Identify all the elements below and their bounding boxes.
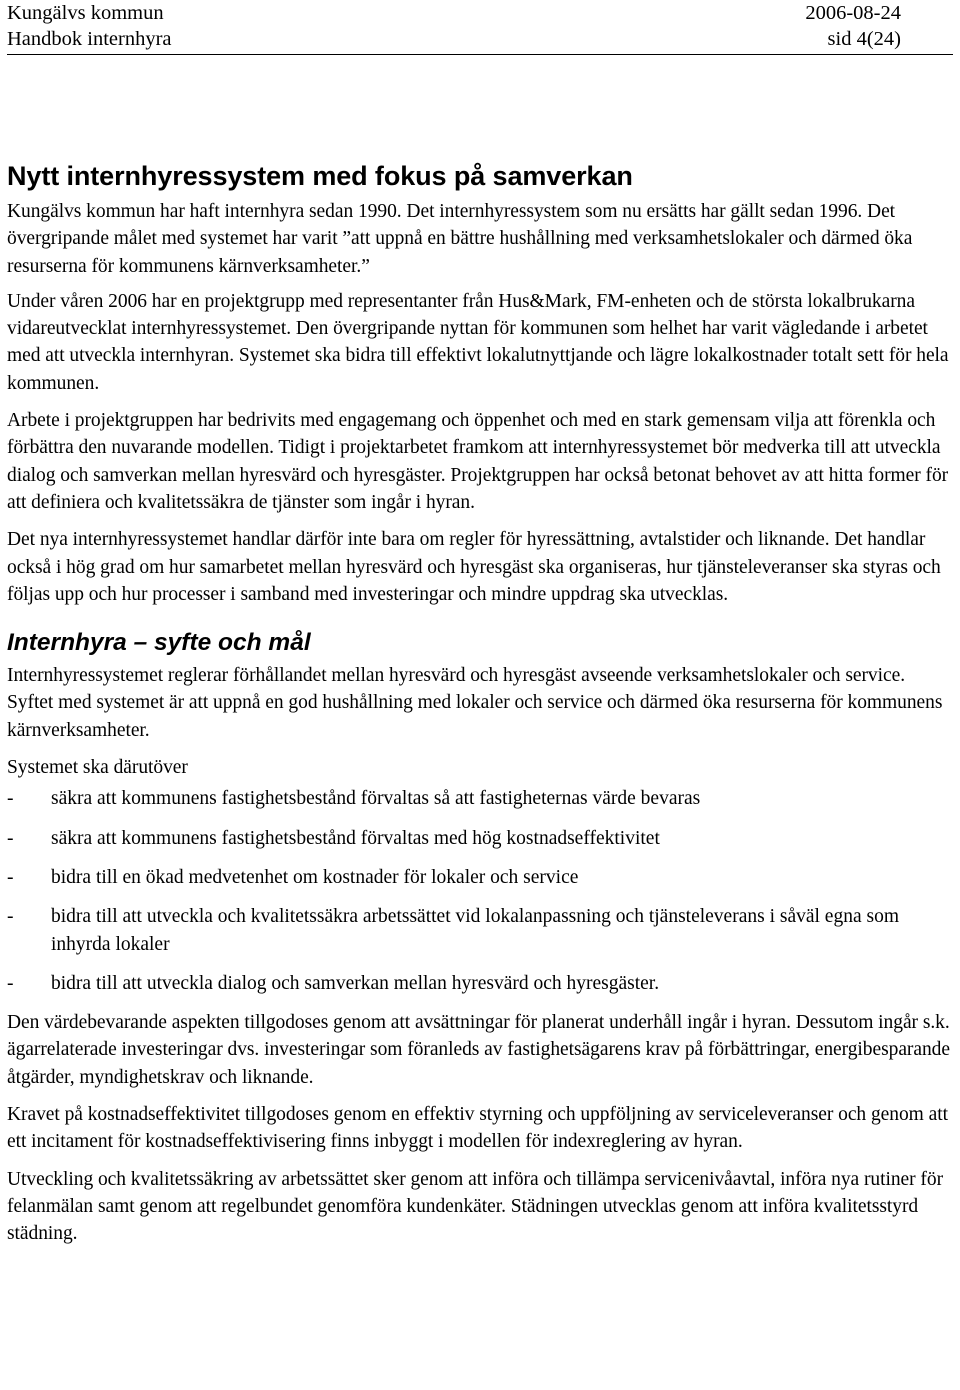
header-doc-title: Handbok internhyra xyxy=(7,28,172,50)
list-item-text: bidra till att utveckla och kvalitetssäkra arbetssättet vid lokalanpassning och tjänsteleverans i såväl egna som inhyrda lokaler xyxy=(51,906,899,955)
page-header-top xyxy=(7,0,953,26)
header-org: Kungälvs kommun xyxy=(7,2,164,24)
paragraph: Kungälvs kommun har haft internhyra sedan 1990. Det internhyressystem som nu ersätts har gällt sedan 1996. Det övergripande målet med systemet har varit ”att uppnå en bättre hushållning med verksamhetslokaler och därmed öka resurserna för kommunens kärnverksamheter.” xyxy=(7,201,913,277)
paragraph: Utveckling och kvalitetssäkring av arbetssättet sker genom att införa och tillämpa servicenivåavtal, införa nya rutiner för felanmälan samt genom att regelbundet genomföra kundenkäter. Städningen utvecklas genom att införa kvalitetsstyrd städning. xyxy=(7,1168,944,1245)
list-item xyxy=(7,864,953,891)
list-item-text: bidra till att utveckla dialog och samverkan mellan hyresvärd och hyresgäster. xyxy=(51,972,660,994)
list-item xyxy=(7,970,953,997)
paragraph: Internhyressystemet reglerar förhållandet mellan hyresvärd och hyresgäst avseende verksamhetslokaler och service. Syftet med systemet är att uppnå en god hushållning med lokaler och service och därmed öka resurserna för kommunens kärnverksamheter. xyxy=(7,665,943,741)
dash-marker: - xyxy=(7,972,14,994)
header-date: 2006-08-24 xyxy=(805,2,901,24)
paragraph: Det nya internhyressystemet handlar därför inte bara om regler för hyressättning, avtalstider och liknande. Det handlar också i hög grad om hur samarbetet mellan hyresvärd och hyresgäst ska organiseras, hur tjänsteleveranser ska styras och följas upp och hur processer i samband med investeringar och mindre uppdrag ska utvecklas. xyxy=(7,529,941,605)
list-item xyxy=(7,825,953,852)
goal-list xyxy=(7,785,953,997)
page-header-bottom xyxy=(7,26,953,55)
dash-marker: - xyxy=(7,788,14,810)
paragraph: Kravet på kostnadseffektivitet tillgodoses genom en effektiv styrning och uppföljning av serviceleveranser och genom att ett incitament för kostnadseffektivisering finns inbyggt i modellen för indexreglering av hyran. xyxy=(7,1104,948,1153)
list-item xyxy=(7,785,953,812)
list-item-text: säkra att kommunens fastighetsbestånd förvaltas så att fastigheternas värde bevaras xyxy=(51,788,701,810)
list-item-text: säkra att kommunens fastighetsbestånd förvaltas med hög kostnadseffektivitet xyxy=(51,827,660,849)
paragraph: Under våren 2006 har en projektgrupp med representanter från Hus&Mark, FM-enheten och de största lokalbrukarna vidareutvecklat internhyressystemet. Den övergripande nyttan för kommunen som helhet har varit vägledande i arbetet med att utveckla internhyran. Systemet ska bidra till effektivt lokalutnyttjande och lägre lokalkostnader totalt sett för hela kommunen. xyxy=(7,290,949,394)
list-lead: Systemet ska därutöver xyxy=(7,757,188,779)
list-item xyxy=(7,903,953,958)
section-heading-new-system: Nytt internhyressystem med fokus på samverkan xyxy=(7,161,633,191)
paragraph: Den värdebevarande aspekten tillgodoses genom att avsättningar för planerat underhåll ingår i hyran. Dessutom ingår s.k. ägarrelaterade investeringar dvs. investeringar som föranleds av fastighetsägarens krav på förbättringar, energibesparande åtgärder, myndighetskrav och liknande. xyxy=(7,1012,950,1088)
document-page xyxy=(7,0,953,1258)
list-item-text: bidra till en ökad medvetenhet om kostnader för lokaler och service xyxy=(51,866,579,888)
header-page-number: sid 4(24) xyxy=(827,28,901,50)
dash-marker: - xyxy=(7,866,14,888)
dash-marker: - xyxy=(7,827,14,849)
paragraph: Arbete i projektgruppen har bedrivits med engagemang och öppenhet och med en stark gemensam vilja att förenkla och förbättra den nuvarande modellen. Tidigt i projektarbetet framkom att internhyressystemet bör medverka till att utveckla dialog och samverkan mellan hyresvärd och hyresgäster. Projektgruppen har också betonat behovet av att hitta former för att definiera och kvalitetssäkra de tjänster som ingår i hyran. xyxy=(7,410,949,513)
dash-marker: - xyxy=(7,906,14,928)
section-heading-purpose: Internhyra – syfte och mål xyxy=(7,629,311,657)
